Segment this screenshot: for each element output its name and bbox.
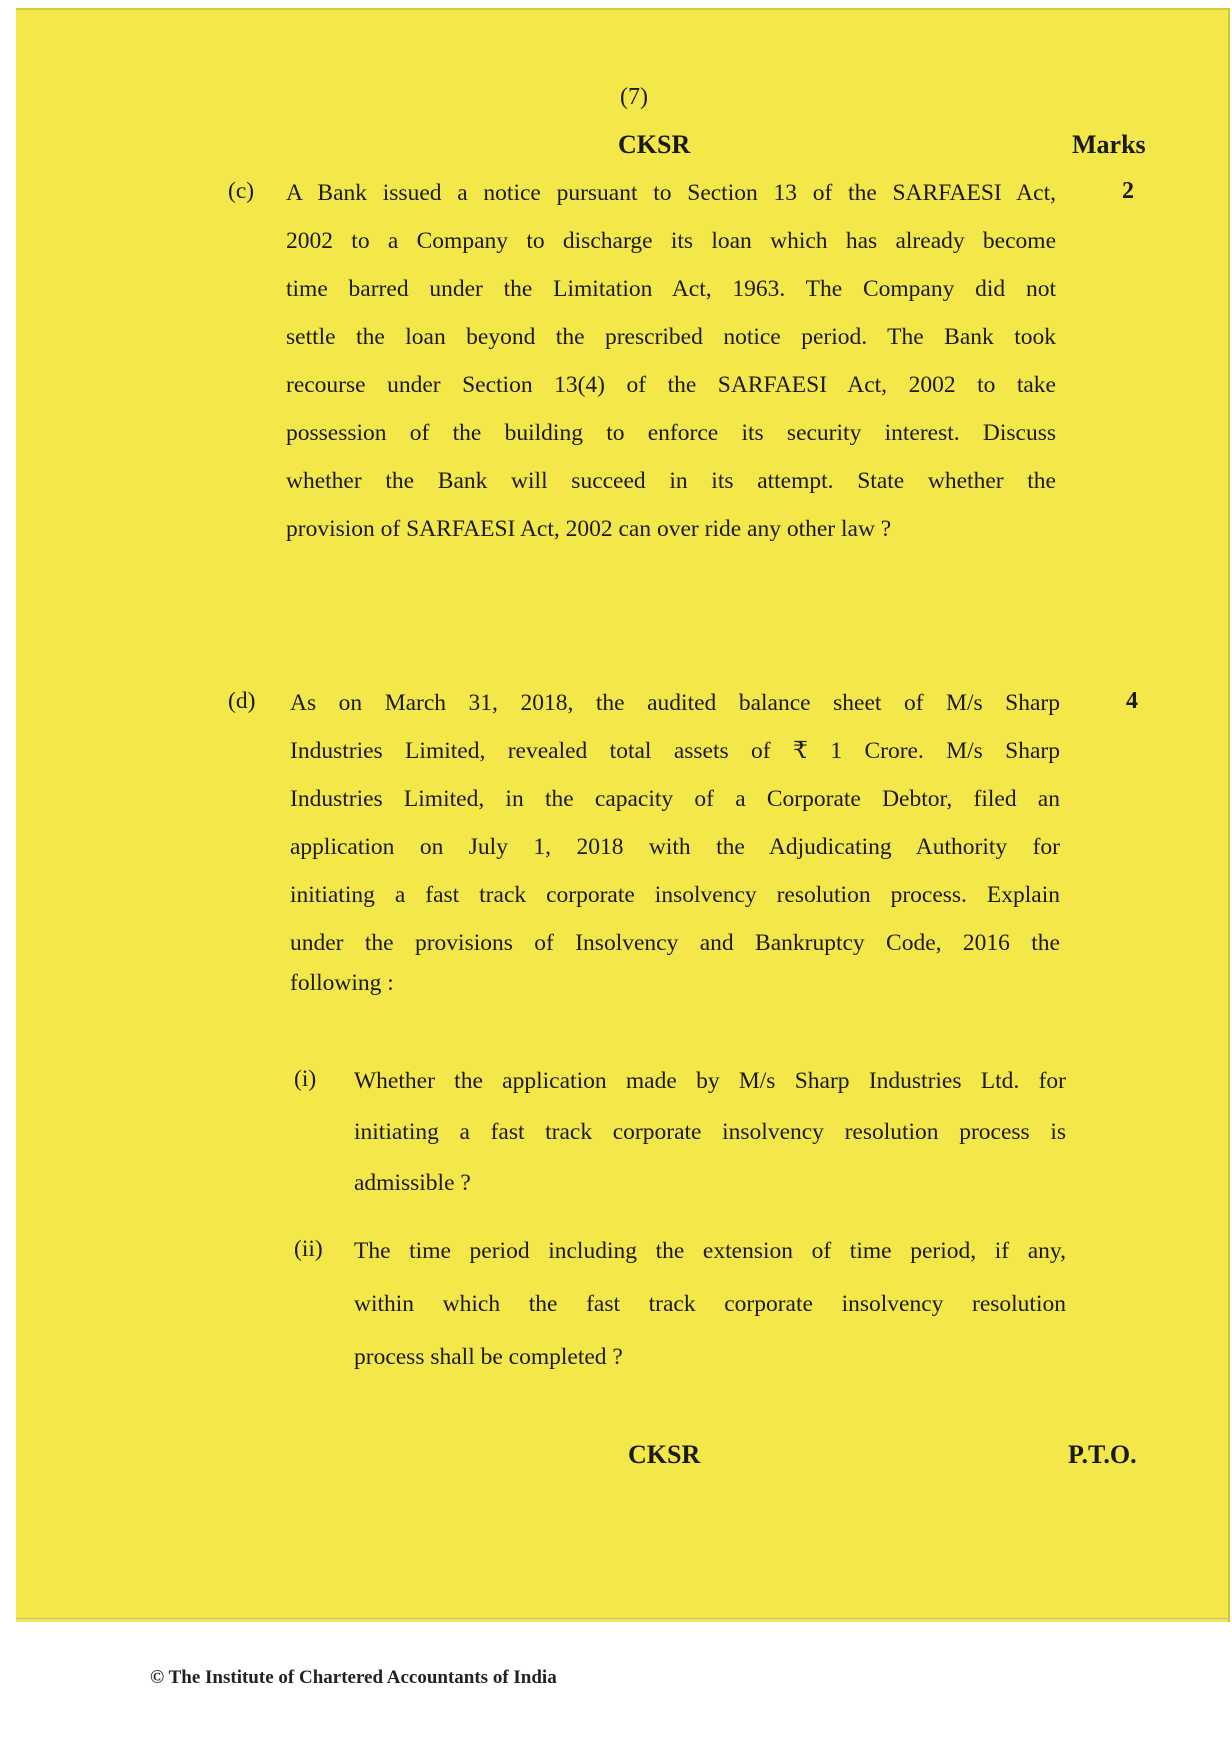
sub-item-i-line-3: admissible ? [354, 1170, 471, 1196]
question-c-marks: 2 [1122, 178, 1134, 204]
question-d-marks: 4 [1126, 688, 1138, 714]
please-turn-over: P.T.O. [1068, 1440, 1137, 1469]
question-d-line-7: following : [290, 970, 394, 996]
question-c-label: (c) [228, 178, 255, 204]
sub-item-i-line-1: Whether the application made by M/s Sharp Industries Ltd. for [354, 1068, 1066, 1094]
question-c-line-1: A Bank issued a notice pursuant to Section 13 of the SARFAESI Act, [286, 180, 1056, 206]
page-number: (7) [620, 84, 648, 110]
question-c-line-6: possession of the building to enforce its security interest. Discuss [286, 420, 1056, 446]
paper-code-footer: CKSR [628, 1440, 701, 1469]
question-d-line-5: initiating a fast track corporate insolvency resolution process. Explain [290, 882, 1060, 908]
sub-item-ii-line-1: The time period including the extension of time period, if any, [354, 1238, 1066, 1264]
paper-code-header: CKSR [618, 130, 691, 159]
question-d-label: (d) [228, 688, 256, 714]
question-c-line-4: settle the loan beyond the prescribed notice period. The Bank took [286, 324, 1056, 350]
marks-heading: Marks [1072, 130, 1146, 159]
question-d-line-4: application on July 1, 2018 with the Adjudicating Authority for [290, 834, 1060, 860]
sheet-edge [16, 1600, 1228, 1619]
question-c-line-3: time barred under the Limitation Act, 1963. The Company did not [286, 276, 1056, 302]
question-c-line-2: 2002 to a Company to discharge its loan which has already become [286, 228, 1056, 254]
sub-item-ii-line-3: process shall be completed ? [354, 1344, 623, 1370]
sub-item-i-label: (i) [294, 1066, 317, 1092]
sub-item-ii-label: (ii) [294, 1236, 323, 1262]
copyright-notice: © The Institute of Chartered Accountants of India [150, 1667, 557, 1688]
question-d-line-6: under the provisions of Insolvency and Bankruptcy Code, 2016 the [290, 930, 1060, 956]
question-c-line-5: recourse under Section 13(4) of the SARFAESI Act, 2002 to take [286, 372, 1056, 398]
question-c-line-7: whether the Bank will succeed in its attempt. State whether the [286, 468, 1056, 494]
question-d-line-3: Industries Limited, in the capacity of a Corporate Debtor, filed an [290, 786, 1060, 812]
question-d-line-2: Industries Limited, revealed total assets of ₹ 1 Crore. M/s Sharp [290, 738, 1060, 764]
sub-item-ii-line-2: within which the fast track corporate insolvency resolution [354, 1291, 1066, 1317]
sub-item-i-line-2: initiating a fast track corporate insolvency resolution process is [354, 1119, 1066, 1145]
question-c-line-8: provision of SARFAESI Act, 2002 can over ride any other law ? [286, 516, 892, 542]
question-d-line-1: As on March 31, 2018, the audited balance sheet of M/s Sharp [290, 690, 1060, 716]
